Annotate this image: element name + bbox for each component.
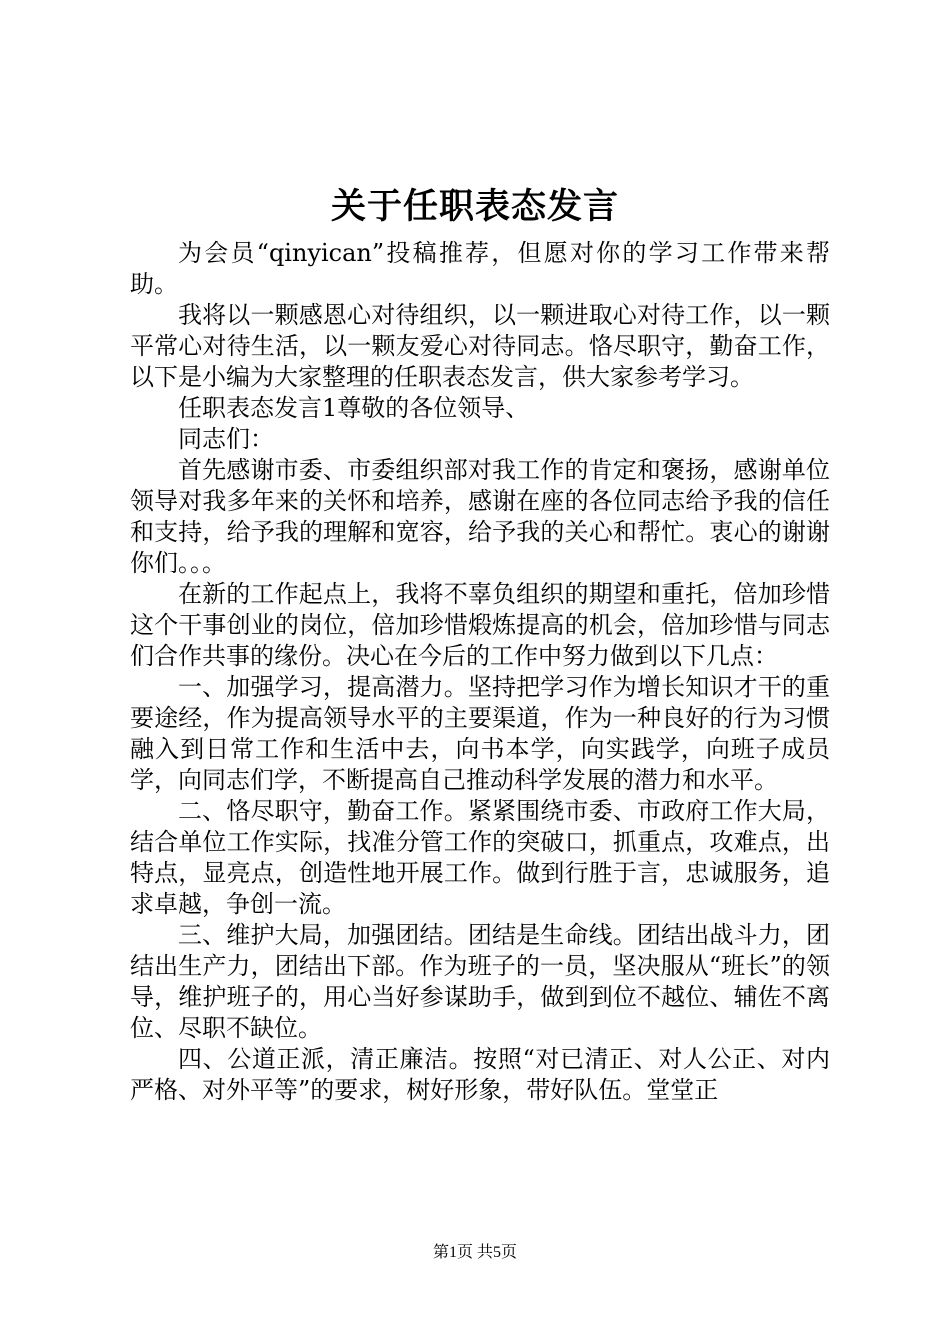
paragraph: 同志们： <box>178 425 274 453</box>
paragraph: 二、恪尽职守，勤奋工作。紧紧围绕市委、市政府工作大局，结合单位工作实际，找准分管工作的突破口，抓重点，攻难点，出特点，显亮点，创造性地开展工作。做到行胜于言，忠诚服务，追求卓越，争创一流。 <box>130 797 830 918</box>
document-body <box>130 238 830 1106</box>
paragraph: 在新的工作起点上，我将不辜负组织的期望和重托，倍加珍惜这个干事创业的岗位，倍加珍惜煅炼提高的机会，倍加珍惜与同志们合作共事的缘份。决心在今后的工作中努力做到以下几点： <box>130 580 830 670</box>
paragraph: 我将以一颗感恩心对待组织，以一颗进取心对待工作，以一颗平常心对待生活，以一颗友爱心对待同志。恪尽职守，勤奋工作，以下是小编为大家整理的任职表态发言，供大家参考学习。 <box>130 301 830 391</box>
document-title: 关于任职表态发言 <box>330 186 619 227</box>
paragraph: 任职表态发言1尊敬的各位领导、 <box>178 394 530 422</box>
paragraph: 四、公道正派，清正廉洁。按照“对已清正、对人公正、对内严格、对外平等”的要求，树好形象，带好队伍。堂堂正 <box>130 1045 830 1104</box>
paragraph: 首先感谢市委、市委组织部对我工作的肯定和褒扬，感谢单位领导对我多年来的关怀和培养，感谢在座的各位同志给予我的信任和支持，给予我的理解和宽容，给予我的关心和帮忙。衷心的谢谢你们。。。 <box>130 456 830 577</box>
paragraph: 一、加强学习，提高潜力。坚持把学习作为增长知识才干的重要途经，作为提高领导水平的主要渠道，作为一种良好的行为习惯融入到日常工作和生活中去，向书本学，向实践学，向班子成员学，向同志们学，不断提高自己推动科学发展的潜力和水平。 <box>130 673 830 794</box>
paragraph: 三、维护大局，加强团结。团结是生命线。团结出战斗力，团结出生产力，团结出下部。作为班子的一员，坚决服从“班长”的领导，维护班子的，用心当好参谋助手，做到到位不越位、辅佐不离位、尽职不缺位。 <box>130 921 830 1042</box>
page-footer: 第1页 共5页 <box>432 1244 517 1261</box>
paragraph: 为会员“qinyican”投稿推荐，但愿对你的学习工作带来帮助。 <box>130 239 830 298</box>
